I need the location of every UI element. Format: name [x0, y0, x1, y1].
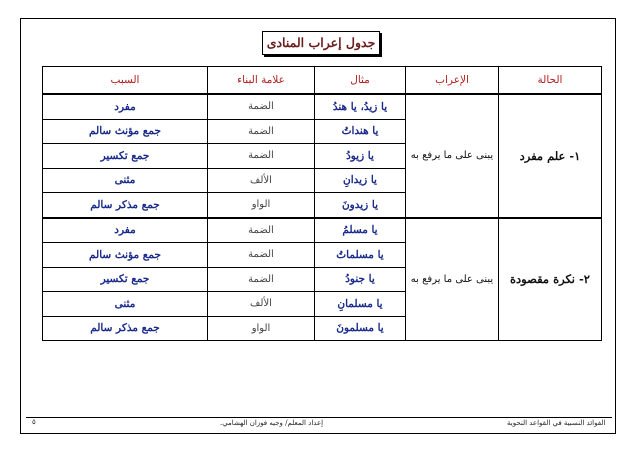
reason-cell: جمع مذكر سالم	[43, 316, 208, 341]
reason-cell: مفرد	[43, 94, 208, 119]
table-row	[43, 218, 602, 243]
reason-cell: مثنى	[43, 292, 208, 317]
header-state: الحالة	[499, 67, 602, 95]
reason-cell: جمع مؤنث سالم	[43, 119, 208, 144]
vocative-table	[42, 66, 602, 341]
header-iraab: الإعراب	[406, 67, 499, 95]
reason-cell: مفرد	[43, 218, 208, 243]
mark-cell: الواو	[208, 316, 315, 341]
example-cell: يا مسلمونَ	[315, 316, 406, 341]
footer-author: إعداد المعلم/ وجيه فوزان الهشامي.	[220, 419, 324, 427]
example-cell: يا هنداتُ	[315, 119, 406, 144]
page-title: جدول إعراب المنادى	[262, 31, 380, 55]
group-iraab-cell: يبنى على ما يرفع به	[406, 218, 499, 341]
reason-cell: جمع مذكر سالم	[43, 193, 208, 218]
footer-divider	[26, 417, 612, 418]
table-row	[43, 94, 602, 119]
mark-cell: الألف	[208, 292, 315, 317]
example-cell: يا زيودُ	[315, 144, 406, 169]
mark-cell: الضمة	[208, 144, 315, 169]
group-iraab-cell: يبنى على ما يرفع به	[406, 94, 499, 218]
example-cell: يا زيدُ، يا هندُ	[315, 94, 406, 119]
mark-cell: الضمة	[208, 267, 315, 292]
footer-book-title: الفوائد النسبية في القواعد النحوية	[507, 419, 606, 427]
example-cell: يا مسلمُ	[315, 218, 406, 243]
reason-cell: جمع مؤنث سالم	[43, 243, 208, 268]
reason-cell: جمع تكسير	[43, 144, 208, 169]
example-cell: يا مسلماتُ	[315, 243, 406, 268]
example-cell: يا مسلمانِ	[315, 292, 406, 317]
mark-cell: الواو	[208, 193, 315, 218]
mark-cell: الضمة	[208, 243, 315, 268]
reason-cell: مثنى	[43, 168, 208, 193]
example-cell: يا جنودُ	[315, 267, 406, 292]
example-cell: يا زيدونَ	[315, 193, 406, 218]
mark-cell: الألف	[208, 168, 315, 193]
mark-cell: الضمة	[208, 218, 315, 243]
header-row	[43, 67, 602, 95]
page-number: ٥	[32, 418, 36, 426]
header-example: مثال	[315, 67, 406, 95]
example-cell: يا زيدانِ	[315, 168, 406, 193]
reason-cell: جمع تكسير	[43, 267, 208, 292]
mark-cell: الضمة	[208, 119, 315, 144]
group-state-cell: ١- علم مفرد	[499, 94, 602, 218]
header-mark: علامة البناء	[208, 67, 315, 95]
header-reason: السبب	[43, 67, 208, 95]
group-state-cell: ٢- نكرة مقصودة	[499, 218, 602, 341]
mark-cell: الضمة	[208, 94, 315, 119]
